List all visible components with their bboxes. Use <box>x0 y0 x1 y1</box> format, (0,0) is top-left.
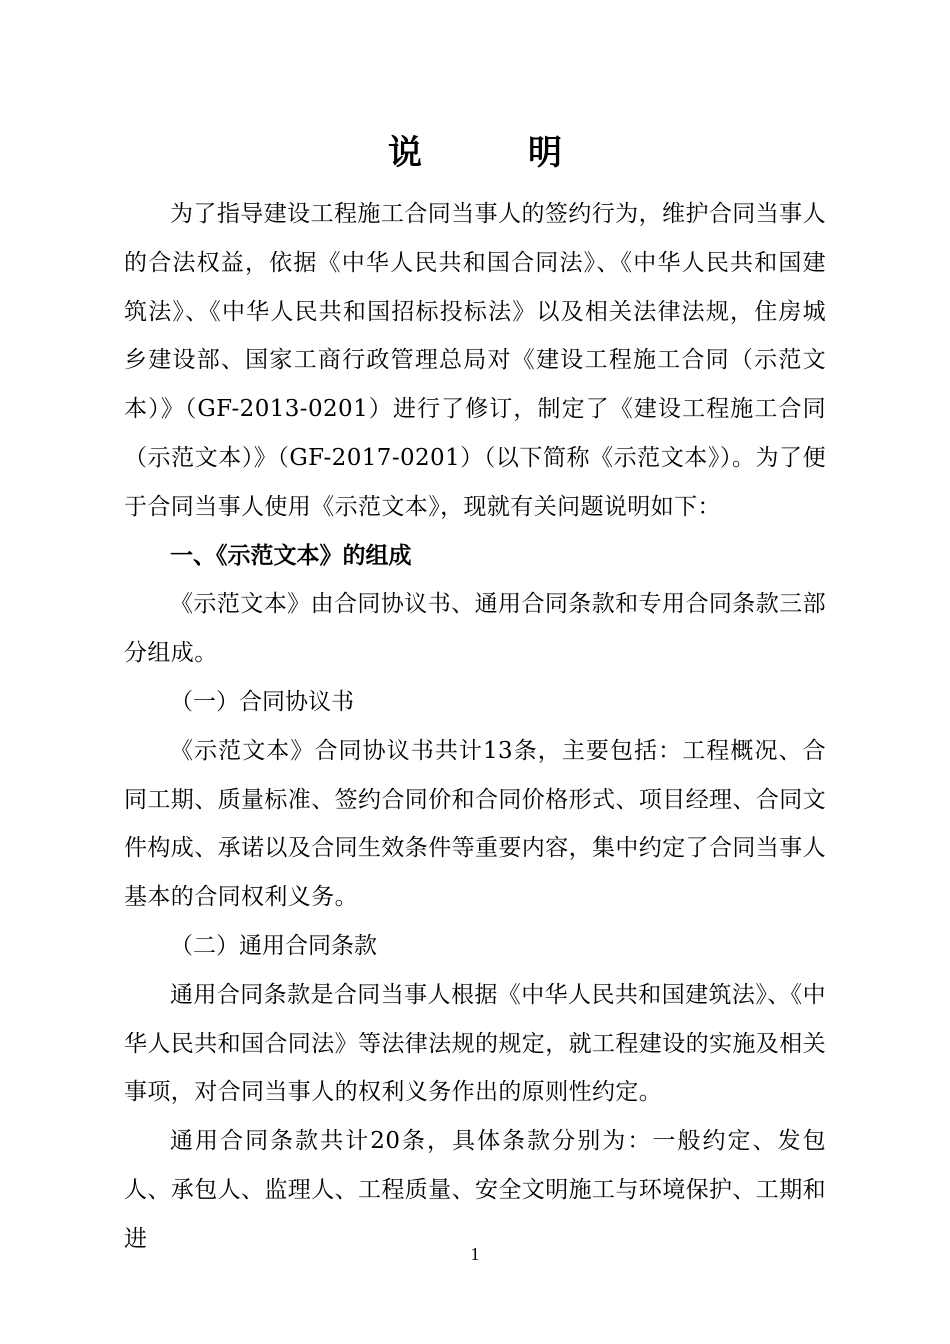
general-terms-list-paragraph: 通用合同条款共计20条，具体条款分别为：一般约定、发包人、承包人、监理人、工程质量、安全文明施工与环境保护、工期和进 <box>124 1128 826 1252</box>
page-number: 1 <box>470 1244 480 1264</box>
page-title: 说 明 <box>388 133 598 173</box>
intro-paragraph: 为了指导建设工程施工合同当事人的签约行为，维护合同当事人的合法权益，依据《中华人民共和国合同法》、《中华人民共和国建筑法》、《中华人民共和国招标投标法》以及相关法律法规，住房城乡建设部、国家工商行政管理总局对《建设工程施工合同（示范文本）》（GF-2013-0201）进行了修订，制定了《建设工程施工合同（示范文本）》（GF-2017-0201）（以下简称《示范文本》）。为了便于合同当事人使用《示范文本》，现就有关问题说明如下： <box>124 201 826 520</box>
document-body <box>124 190 826 1264</box>
general-terms-paragraph: 通用合同条款是合同当事人根据《中华人民共和国建筑法》、《中华人民共和国合同法》等法律法规的规定，就工程建设的实施及相关事项，对合同当事人的权利义务作出的原则性约定。 <box>124 981 826 1106</box>
composition-paragraph: 《示范文本》由合同协议书、通用合同条款和专用合同条款三部分组成。 <box>124 591 826 667</box>
agreement-paragraph: 《示范文本》合同协议书共计13条，主要包括：工程概况、合同工期、质量标准、签约合同价和合同价格形式、项目经理、合同文件构成、承诺以及合同生效条件等重要内容，集中约定了合同当事人基本的合同权利义务。 <box>124 737 826 911</box>
subsection-heading-general-terms: （二）通用合同条款 <box>170 932 377 959</box>
section-heading-composition: 一、《示范文本》的组成 <box>170 542 412 569</box>
subsection-heading-agreement: （一）合同协议书 <box>170 688 354 715</box>
